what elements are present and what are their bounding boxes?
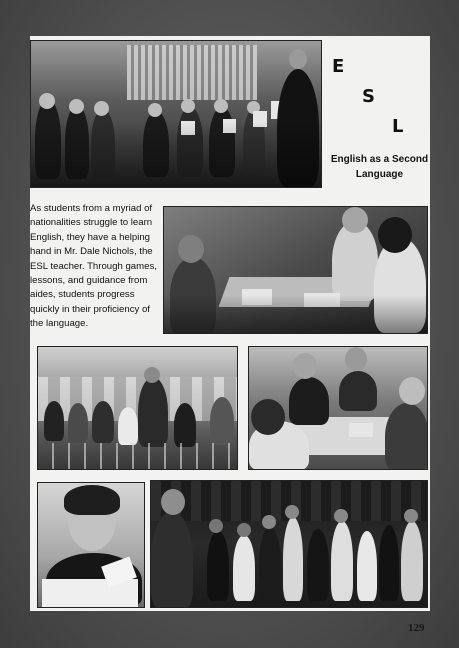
- subtitle-line-2: Language: [355, 169, 404, 180]
- title-letter-l: L: [392, 116, 404, 137]
- body-line: the language.: [30, 318, 89, 330]
- body-line: hand in Mr. Dale Nichols, the: [30, 246, 153, 258]
- photo-class-seated-row: [30, 40, 322, 188]
- photo-students-performing: [150, 480, 428, 608]
- title-letter-s: S: [362, 86, 375, 107]
- body-line: lessons, and guidance from: [30, 275, 148, 287]
- subtitle: [329, 152, 430, 182]
- body-line: nationalities struggle to learn: [30, 217, 153, 229]
- page-number: 129: [408, 622, 425, 634]
- body-line: ESL teacher. Through games,: [30, 260, 157, 272]
- body-line: aides, students progress: [30, 289, 135, 301]
- page-content-area: [30, 36, 430, 611]
- photo-students-table-papers: [248, 346, 428, 470]
- title-letter-e: E: [332, 56, 345, 77]
- photo-story-circle: [37, 346, 238, 470]
- photo-students-at-desks: [163, 206, 428, 334]
- body-line: quickly in their proficiency of: [30, 303, 150, 315]
- body-line: English, they have a helping: [30, 231, 151, 243]
- body-text: [30, 202, 161, 332]
- subtitle-line-1: English as a Second: [330, 154, 429, 165]
- body-line: As students from a myriad of: [30, 203, 153, 214]
- title-block: [329, 36, 430, 188]
- photo-girl-with-book: [37, 482, 145, 608]
